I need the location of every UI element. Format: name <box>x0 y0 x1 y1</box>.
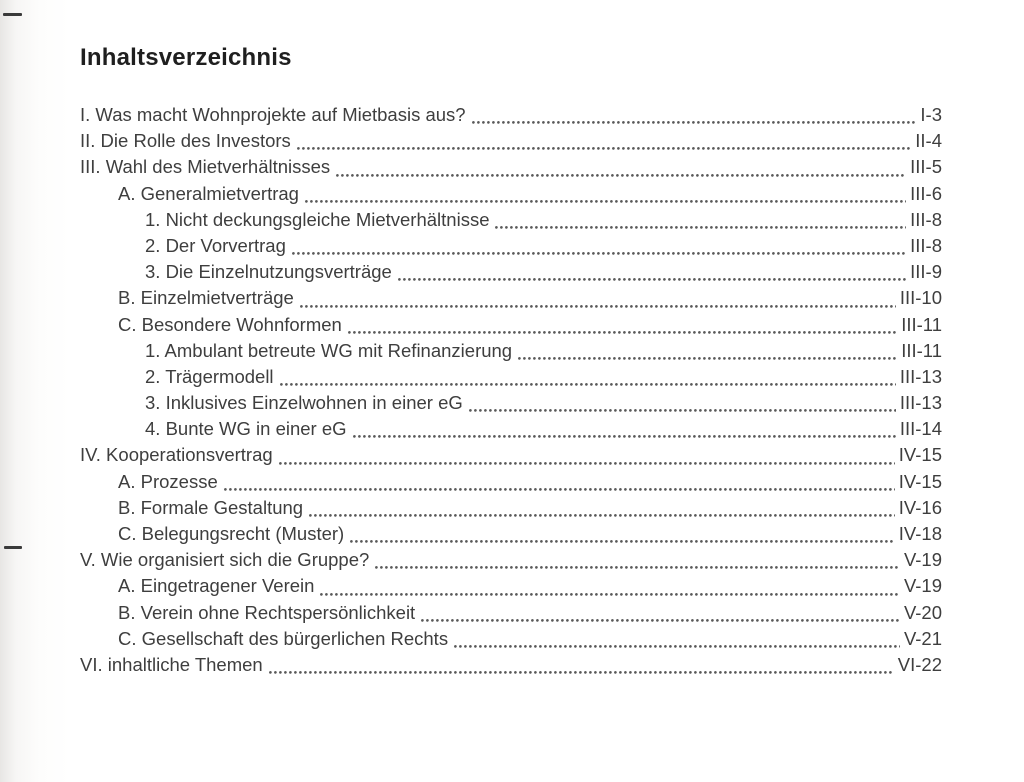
toc-entry-label: III. Wahl des Mietverhältnisses <box>80 156 331 178</box>
toc-entry <box>80 259 942 285</box>
toc-entry-label: 3. Die Einzelnutzungsverträge <box>145 261 392 283</box>
toc-leader-dots <box>305 198 906 207</box>
toc-leader-dots <box>309 512 895 521</box>
toc-entry <box>80 364 942 390</box>
toc-entry-label: A. Eingetragener Verein <box>118 575 315 597</box>
toc-entry-label: C. Besondere Wohnformen <box>118 313 342 335</box>
toc-leader-dots <box>320 591 900 600</box>
registration-mark-left-middle <box>4 546 22 549</box>
toc-entry-page-number: VI-22 <box>897 653 942 675</box>
toc-entry-page-number: IV-15 <box>898 444 942 466</box>
toc-entry-page-number: III-9 <box>910 261 942 283</box>
toc-entry-page-number: III-8 <box>910 234 942 256</box>
toc-leader-dots <box>472 119 917 128</box>
toc-entry-label: A. Prozesse <box>118 470 218 492</box>
toc-entry <box>80 102 942 128</box>
toc-leader-dots <box>279 460 895 469</box>
page-title: Inhaltsverzeichnis <box>80 44 292 71</box>
toc-entry <box>80 233 942 259</box>
toc-list <box>80 102 942 678</box>
toc-entry <box>80 442 942 468</box>
toc-leader-dots <box>353 433 896 442</box>
toc-leader-dots <box>300 303 896 312</box>
toc-leader-dots <box>280 381 896 390</box>
toc-entry <box>80 312 942 338</box>
toc-entry-page-number: III-11 <box>901 339 942 361</box>
toc-entry-page-number: III-13 <box>899 365 942 387</box>
toc-entry <box>80 338 942 364</box>
toc-entry-page-number: III-13 <box>899 392 942 414</box>
toc-entry <box>80 600 942 626</box>
toc-entry <box>80 521 942 547</box>
toc-leader-dots <box>297 145 911 154</box>
toc-entry <box>80 652 942 678</box>
toc-leader-dots <box>469 407 896 416</box>
toc-leader-dots <box>350 538 895 547</box>
toc-entry <box>80 390 942 416</box>
toc-entry-label: 3. Inklusives Einzelwohnen in einer eG <box>145 392 463 414</box>
toc-entry-label: 1. Ambulant betreute WG mit Refinanzierung <box>145 339 513 361</box>
toc-entry-label: IV. Kooperationsvertrag <box>80 444 273 466</box>
toc-entry <box>80 416 942 442</box>
toc-entry-page-number: IV-18 <box>898 523 942 544</box>
toc-entry <box>80 626 942 652</box>
toc-entry <box>80 181 942 207</box>
toc-entry-label: 4. Bunte WG in einer eG <box>145 418 347 440</box>
toc-entry <box>80 207 942 233</box>
toc-entry-page-number: II-4 <box>915 130 942 152</box>
registration-mark-top-left <box>3 13 22 16</box>
toc-leader-dots <box>224 486 895 495</box>
toc-entry-page-number: III-11 <box>901 313 942 335</box>
toc-entry <box>80 573 942 599</box>
toc-entry <box>80 547 942 573</box>
toc-entry <box>80 495 942 521</box>
toc-entry-page-number: V-19 <box>903 549 942 571</box>
toc-leader-dots <box>518 355 897 364</box>
toc-entry-page-number: V-19 <box>903 575 942 597</box>
toc-entry-page-number: IV-15 <box>898 470 942 492</box>
toc-entry-page-number: III-8 <box>910 208 942 230</box>
toc-leader-dots <box>375 564 900 573</box>
toc-entry-page-number: III-14 <box>899 418 942 440</box>
toc-entry-label: B. Formale Gestaltung <box>118 496 304 518</box>
toc-entry-label: B. Einzelmietverträge <box>118 287 294 309</box>
toc-entry-page-number: III-5 <box>910 156 942 178</box>
toc-entry <box>80 128 942 154</box>
toc-entry-page-number: I-3 <box>920 104 942 125</box>
toc-entry-label: C. Belegungsrecht (Muster) <box>118 523 345 544</box>
toc-leader-dots <box>454 643 900 652</box>
toc-entry-label: V. Wie organisiert sich die Gruppe? <box>80 549 370 571</box>
toc-leader-dots <box>336 172 906 181</box>
toc-entry-page-number: III-10 <box>899 287 942 309</box>
toc-entry-label: 2. Trägermodell <box>145 365 274 387</box>
toc-entry-label: B. Verein ohne Rechtspersönlichkeit <box>118 601 416 623</box>
toc-leader-dots <box>495 224 906 233</box>
toc-entry-label: II. Die Rolle des Investors <box>80 130 291 152</box>
toc-entry-label: 2. Der Vorvertrag <box>145 234 286 256</box>
toc-entry-label: VI. inhaltliche Themen <box>80 653 263 675</box>
toc-leader-dots <box>292 250 906 259</box>
toc-entry-page-number: III-6 <box>910 182 942 204</box>
toc-leader-dots <box>421 617 900 626</box>
toc-entry-label: A. Generalmietvertrag <box>118 182 299 204</box>
toc-entry-page-number: V-20 <box>903 601 942 623</box>
toc-entry-page-number: IV-16 <box>898 496 942 518</box>
toc-leader-dots <box>398 276 906 285</box>
toc-entry <box>80 154 942 180</box>
toc-entry <box>80 469 942 495</box>
toc-entry-label: I. Was macht Wohnprojekte auf Mietbasis aus? <box>80 104 466 125</box>
toc-leader-dots <box>348 329 897 338</box>
toc-entry-page-number: V-21 <box>903 627 942 649</box>
toc-entry <box>80 285 942 311</box>
toc-entry-label: 1. Nicht deckungsgleiche Mietverhältnisse <box>145 208 490 230</box>
toc-entry-label: C. Gesellschaft des bürgerlichen Rechts <box>118 627 449 649</box>
toc-leader-dots <box>269 669 894 678</box>
